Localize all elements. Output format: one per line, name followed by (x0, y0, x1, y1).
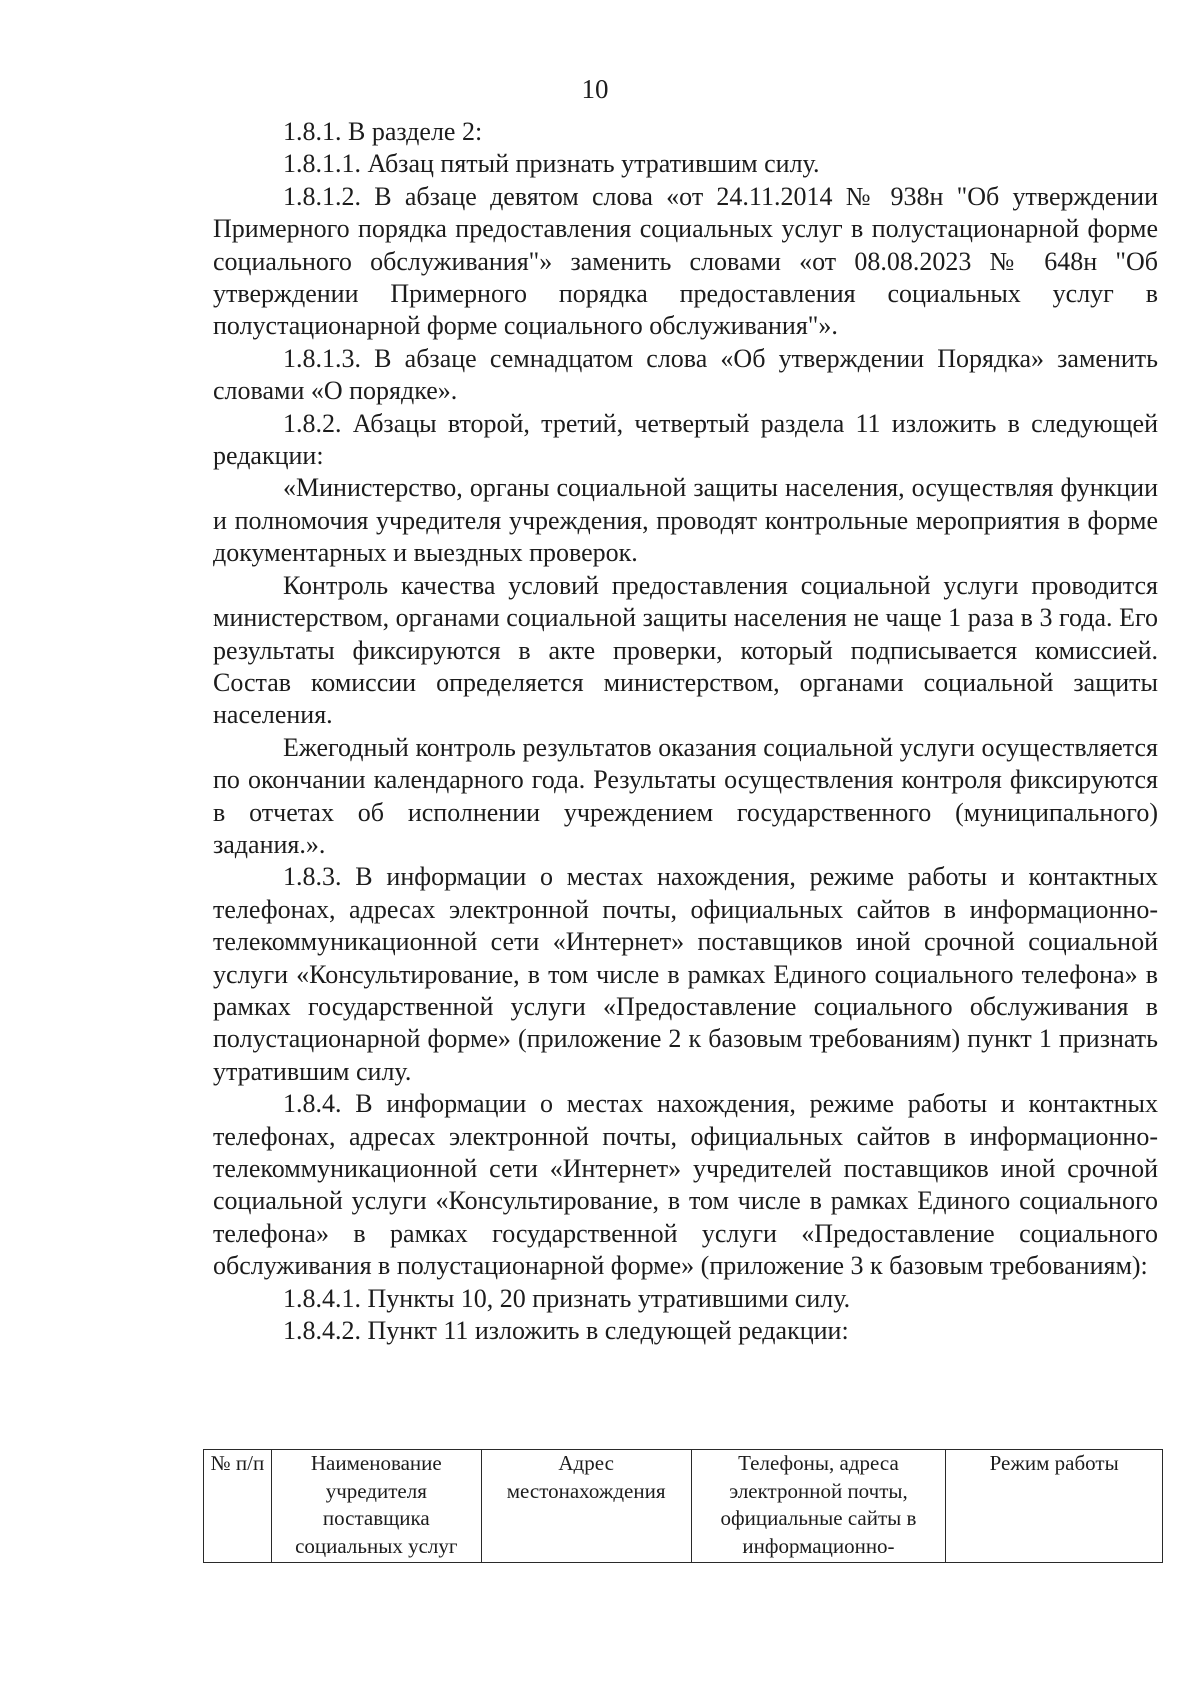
table-header-row (204, 1450, 1163, 1563)
header-founder-name: Наименование учредителя поставщика социальных услуг (271, 1450, 481, 1563)
paragraph-1-8-4-1: 1.8.4.1. Пункты 10, 20 признать утратившими силу. (283, 1283, 851, 1313)
paragraph-1-8-1-1: 1.8.1.1. Абзац пятый признать утратившим силу. (283, 149, 820, 179)
header-number: № п/п (204, 1450, 272, 1563)
header-working-hours: Режим работы (946, 1450, 1163, 1563)
paragraph-1-8-1-3: 1.8.1.3. В абзаце семнадцатом слова «Об утверждении Порядка» заменить словами «О порядке». (213, 343, 1158, 406)
quoted-paragraph-ministry: «Министерство, органы социальной защиты населения, осуществляя функции и полномочия учредителя учреждения, проводят контрольные мероприятия в форме документарных и выездных проверок. (213, 473, 1158, 568)
paragraph-1-8-1: 1.8.1. В разделе 2: (283, 117, 483, 146)
paragraph-1-8-4-2: 1.8.4.2. Пункт 11 изложить в следующей редакции: (283, 1316, 849, 1346)
paragraph-1-8-3: 1.8.3. В информации о местах нахождения, режиме работы и контактных телефонах, адресах электронной почты, официальных сайтов в информационно-телекоммуникационной сети «Интернет» поставщиков иной срочной социальной услуги «Консультирование, в том числе в рамках Единого социального телефона» в рамках государственной услуги «Предоставление социального обслуживания в полустационарной форме» (приложение 2 к базовым требованиям) пункт 1 признать утратившим силу. (213, 862, 1158, 1086)
paragraph-1-8-1-2: 1.8.1.2. В абзаце девятом слова «от 24.11.2014 № 938н "Об утверждении Примерного порядка предоставления социальных услуг в полустационарной форме социального обслуживания"» заменить словами «от 08.08.2023 № 648н "Об утверждении Примерного порядка предоставления социальных услуг в полустационарной форме социального обслуживания"». (213, 181, 1158, 341)
providers-table (203, 1449, 1163, 1563)
page-number: 10 (581, 74, 609, 104)
header-address: Адрес местонахождения (481, 1450, 691, 1563)
paragraph-1-8-2: 1.8.2. Абзацы второй, третий, четвертый раздела 11 изложить в следующей редакции: (213, 408, 1158, 471)
quoted-paragraph-annual-control: Ежегодный контроль результатов оказания социальной услуги осуществляется по окончании календарного года. Результаты осуществления контроля фиксируются в отчетах об исполнении учреждением государственного (муниципального) задания.». (213, 732, 1158, 859)
document-body (213, 116, 1158, 1347)
quoted-paragraph-quality-control: Контроль качества условий предоставления социальной услуги проводится министерством, органами социальной защиты населения не чаще 1 раза в 3 года. Его результаты фиксируются в акте проверки, который подписывается комиссией. Состав комиссии определяется министерством, органами социальной защиты населения. (213, 570, 1158, 730)
paragraph-1-8-4: 1.8.4. В информации о местах нахождения, режиме работы и контактных телефонах, адресах электронной почты, официальных сайтов в информационно-телекоммуникационной сети «Интернет» учредителей поставщиков иной срочной социальной услуги «Консультирование, в том числе в рамках Единого социального телефона» в рамках государственной услуги «Предоставление социального обслуживания в полустационарной форме» (приложение 3 к базовым требованиям): (213, 1089, 1158, 1281)
header-contacts: Телефоны, адреса электронной почты, официальные сайты в информационно- (691, 1450, 946, 1563)
